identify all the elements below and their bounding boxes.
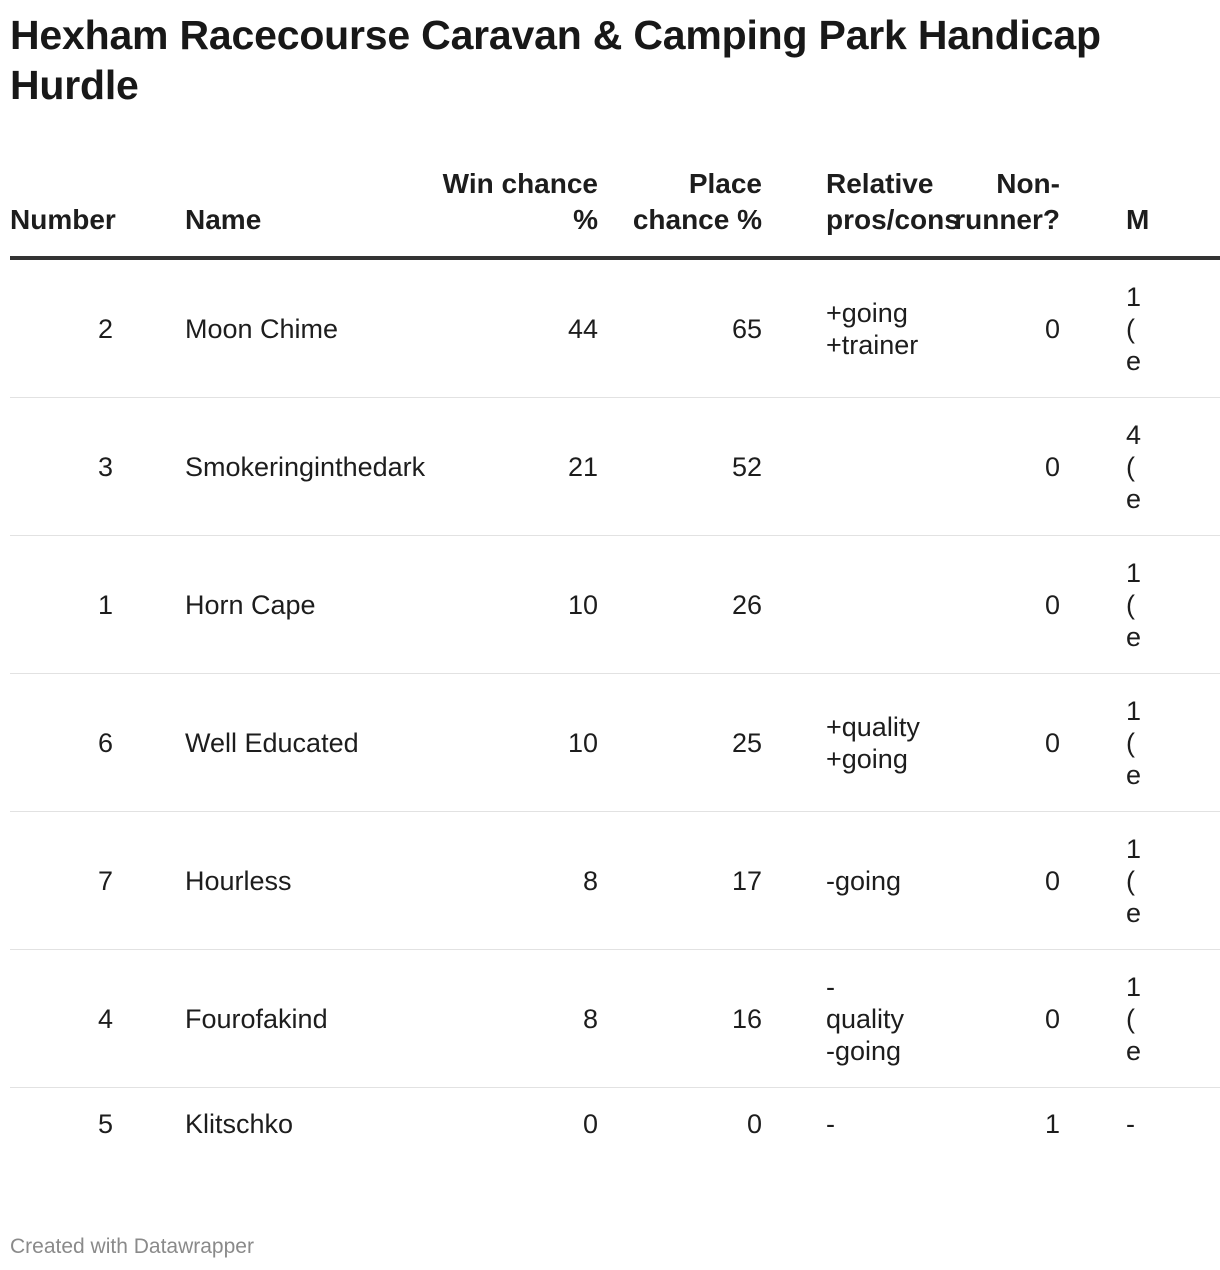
cell-cut-off: 1 ( e <box>1060 536 1220 674</box>
cell-name: Hourless <box>130 812 420 950</box>
cell-non-runner: 0 <box>902 536 1060 674</box>
cell-relative-pros-cons: +going +trainer <box>762 258 902 398</box>
cell-win-chance: 10 <box>420 674 598 812</box>
table-row <box>10 536 1220 674</box>
cell-win-chance: 0 <box>582 1109 598 1139</box>
cell-non-runner: 0 <box>902 950 1060 1088</box>
cell-name: Moon Chime <box>130 258 420 398</box>
cell-place-chance: 25 <box>598 674 762 812</box>
cell-name: Klitschko <box>185 1109 294 1139</box>
cell-name: Smokeringinthedark <box>130 398 420 536</box>
cell-place-chance: 17 <box>598 812 762 950</box>
cell-win-chance: 8 <box>420 812 598 950</box>
table-row <box>10 812 1220 950</box>
cell-non-runner: 1 <box>1044 1109 1060 1139</box>
cell-non-runner: 0 <box>902 674 1060 812</box>
column-header-number[interactable]: Number <box>10 160 130 258</box>
cell-relative-pros-cons: +quality +going <box>762 674 902 812</box>
cell-place-chance: 52 <box>598 398 762 536</box>
table-row <box>10 258 1220 398</box>
header-row <box>10 160 1220 258</box>
cell-win-chance: 8 <box>420 950 598 1088</box>
cell-non-runner: 0 <box>902 812 1060 950</box>
credit-footer: Created with Datawrapper <box>10 1235 254 1258</box>
cell-relative-pros-cons: -going <box>762 812 902 950</box>
cell-name: Fourofakind <box>130 950 420 1088</box>
column-header-relative-pros-cons[interactable]: Relative pros/cons <box>762 160 902 258</box>
cell-cut-off: - <box>1126 1109 1135 1139</box>
cell-relative-pros-cons: -quality -going <box>762 950 902 1088</box>
cell-place-chance: 65 <box>598 258 762 398</box>
cell-non-runner: 0 <box>902 398 1060 536</box>
cell-cut-off: 1 ( e <box>1060 950 1220 1088</box>
cell-relative-pros-cons: - <box>826 1109 835 1139</box>
table-row <box>10 1088 1220 1161</box>
cell-number: 1 <box>10 536 130 674</box>
cell-cut-off: 4 ( e <box>1060 398 1220 536</box>
column-header-name[interactable]: Name <box>130 160 420 258</box>
table-container <box>10 160 1220 1160</box>
cell-place-chance: 26 <box>598 536 762 674</box>
table-row <box>10 674 1220 812</box>
cell-number: 3 <box>10 398 130 536</box>
cell-number: 4 <box>10 950 130 1088</box>
cell-cut-off: 1 ( e <box>1060 258 1220 398</box>
cell-relative-pros-cons <box>762 398 902 536</box>
cell-number: 5 <box>97 1109 113 1139</box>
cell-cut-off: 1 ( e <box>1060 674 1220 812</box>
cell-place-chance: 16 <box>598 950 762 1088</box>
column-header-place-chance[interactable]: Place chance % <box>598 160 762 258</box>
column-header-cut-off[interactable]: M <box>1060 160 1220 258</box>
cell-win-chance: 10 <box>420 536 598 674</box>
table-body <box>10 258 1220 1160</box>
cell-win-chance: 21 <box>420 398 598 536</box>
runners-table <box>10 160 1220 1160</box>
cell-cut-off: 1 ( e <box>1060 812 1220 950</box>
cell-relative-pros-cons <box>762 536 902 674</box>
column-header-non-runner[interactable]: Non-runner? <box>902 160 1060 258</box>
table-row <box>10 950 1220 1088</box>
cell-place-chance: 0 <box>746 1109 762 1139</box>
cell-number: 7 <box>10 812 130 950</box>
cell-name: Horn Cape <box>130 536 420 674</box>
cell-number: 2 <box>10 258 130 398</box>
cell-name: Well Educated <box>130 674 420 812</box>
cell-non-runner: 0 <box>902 258 1060 398</box>
table-row <box>10 398 1220 536</box>
cell-win-chance: 44 <box>420 258 598 398</box>
column-header-win-chance[interactable]: Win chance % <box>420 160 598 258</box>
cell-number: 6 <box>10 674 130 812</box>
chart-title: Hexham Racecourse Caravan & Camping Park Handicap Hurdle <box>10 12 1101 108</box>
